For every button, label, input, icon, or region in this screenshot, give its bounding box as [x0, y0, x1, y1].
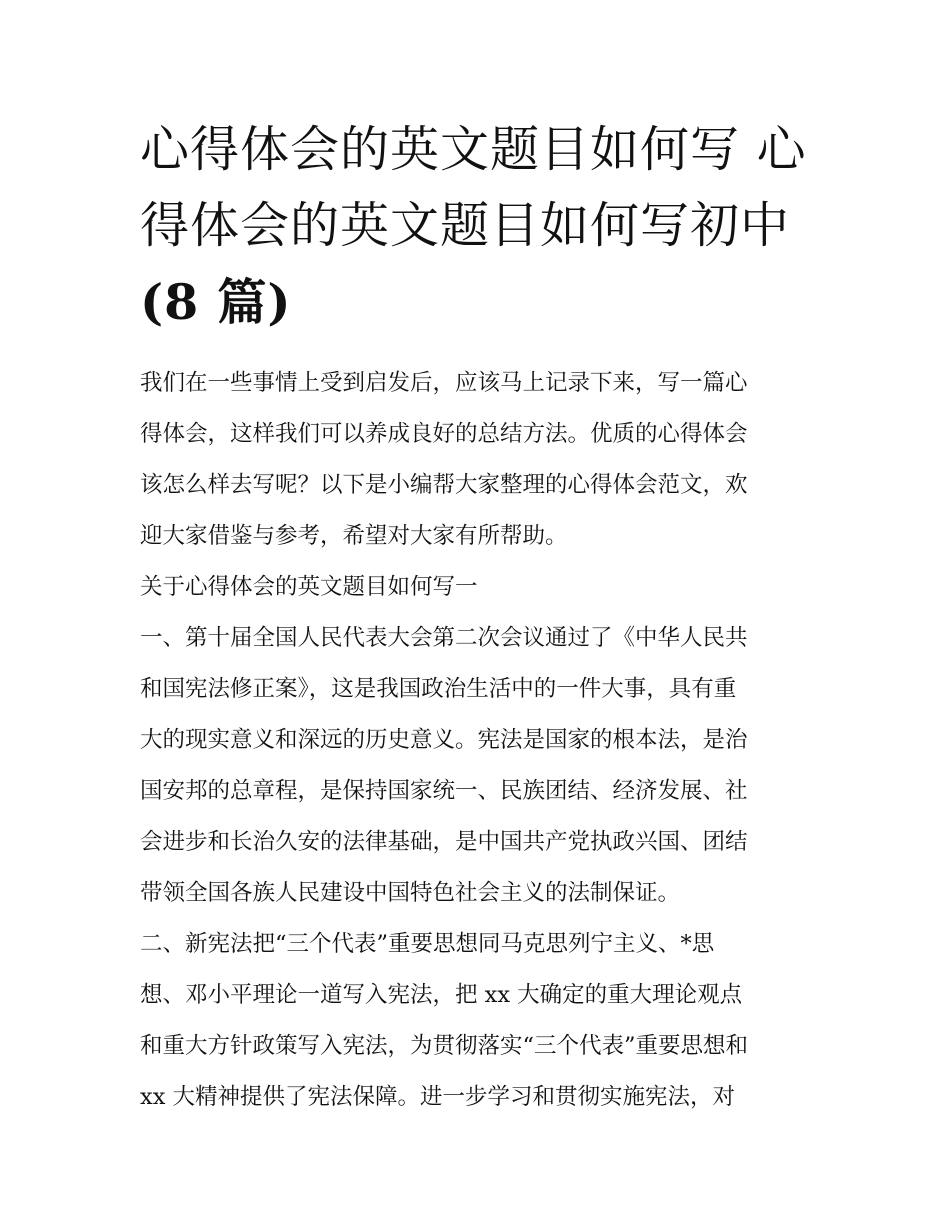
body-line: 得体会，这样我们可以养成良好的总结方法。优质的心得体会: [140, 421, 748, 447]
document-title: [140, 112, 820, 340]
title-line: 心得体会的英文题目如何写 心: [140, 121, 807, 178]
document-body: [140, 358, 820, 1123]
body-line: 和重大方针政策写入宪法，为贯彻落实“三个代表”重要思想和: [140, 1033, 749, 1059]
body-line: 国安邦的总章程，是保持国家统一、民族团结、经济发展、社: [140, 778, 748, 804]
body-line: 二、新宪法把“三个代表”重要思想同马克思列宁主义、*思: [140, 931, 715, 957]
body-line: 想、邓小平理论一道写入宪法，把 xx 大确定的重大理论观点: [140, 982, 743, 1008]
body-line: 大的现实意义和深远的历史意义。宪法是国家的根本法，是治: [140, 727, 748, 753]
section-heading: 关于心得体会的英文题目如何写一: [140, 574, 478, 600]
body-line: xx 大精神提供了宪法保障。进一步学习和贯彻实施宪法，对: [140, 1084, 736, 1110]
body-line: 带领全国各族人民建设中国特色社会主义的法制保证。: [140, 880, 681, 906]
body-line: 会进步和长治久安的法律基础，是中国共产党执政兴国、团结: [140, 829, 748, 855]
body-line: 我们在一些事情上受到启发后，应该马上记录下来，写一篇心: [140, 370, 748, 396]
title-line: (8 篇): [140, 273, 292, 331]
body-line: 迎大家借鉴与参考，希望对大家有所帮助。: [140, 523, 568, 549]
body-line: 一、第十届全国人民代表大会第二次会议通过了《中华人民共: [140, 625, 748, 651]
body-line: 和国宪法修正案》，这是我国政治生活中的一件大事，具有重: [140, 676, 737, 702]
body-line: 该怎么样去写呢？以下是小编帮大家整理的心得体会范文，欢: [140, 472, 748, 498]
title-line: 得体会的英文题目如何写初中: [140, 197, 791, 254]
